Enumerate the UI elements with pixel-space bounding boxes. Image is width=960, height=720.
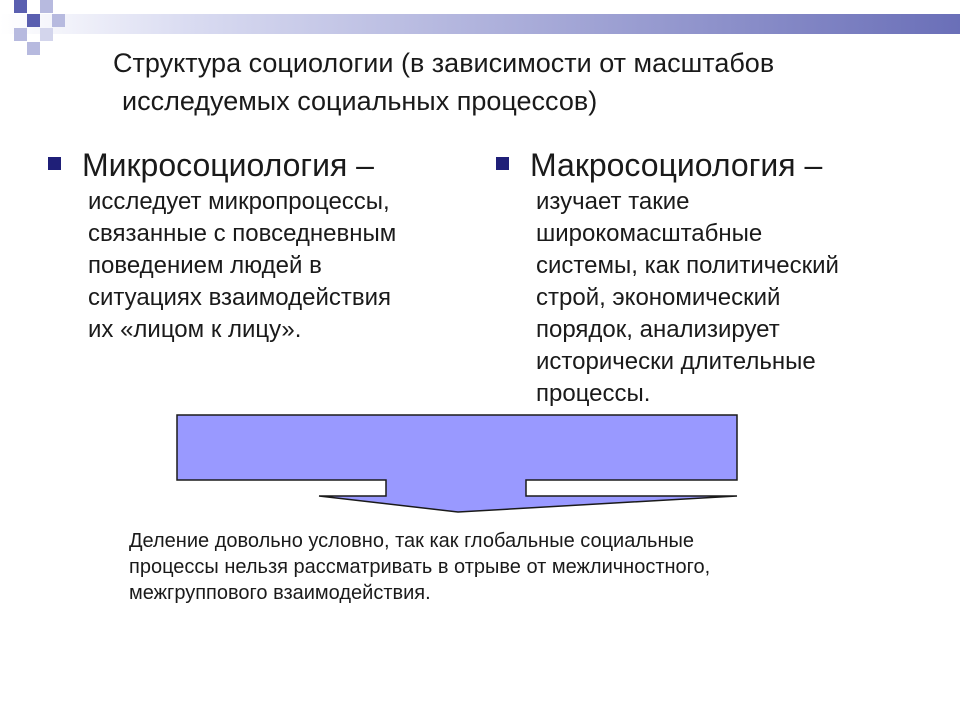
description-line: исторически длительные (536, 348, 816, 375)
conclusion-note (129, 528, 849, 606)
description-line: строй, экономический (536, 284, 781, 311)
description-line: широкомасштабные (536, 220, 763, 247)
description-line: системы, как политический (536, 252, 839, 279)
macrosociology-term: Макросоциология – (530, 147, 823, 183)
description-line: исследует микропроцессы, (88, 188, 390, 215)
note-line: межгруппового взаимодействия. (129, 582, 431, 604)
description-line: ситуациях взаимодействия (88, 284, 392, 311)
description-line: порядок, анализирует (536, 316, 780, 343)
microsociology-term: Микросоциология – (82, 147, 374, 183)
description-line: процессы. (536, 380, 651, 407)
title-line-1: Структура социологии (в зависимости от масштабов (113, 48, 775, 78)
description-line: изучает такие (536, 188, 690, 215)
arrow-polygon (177, 415, 737, 512)
note-line: Деление довольно условно, так как глобальные социальные (129, 530, 694, 552)
description-line: поведением людей в (88, 252, 322, 279)
note-line: процессы нельзя рассматривать в отрыве от межличностного, (129, 556, 711, 578)
description-line: их «лицом к лицу». (88, 316, 302, 343)
description-line: связанные с повседневным (88, 220, 397, 247)
title-line-2: исследуемых социальных процессов) (122, 86, 598, 116)
